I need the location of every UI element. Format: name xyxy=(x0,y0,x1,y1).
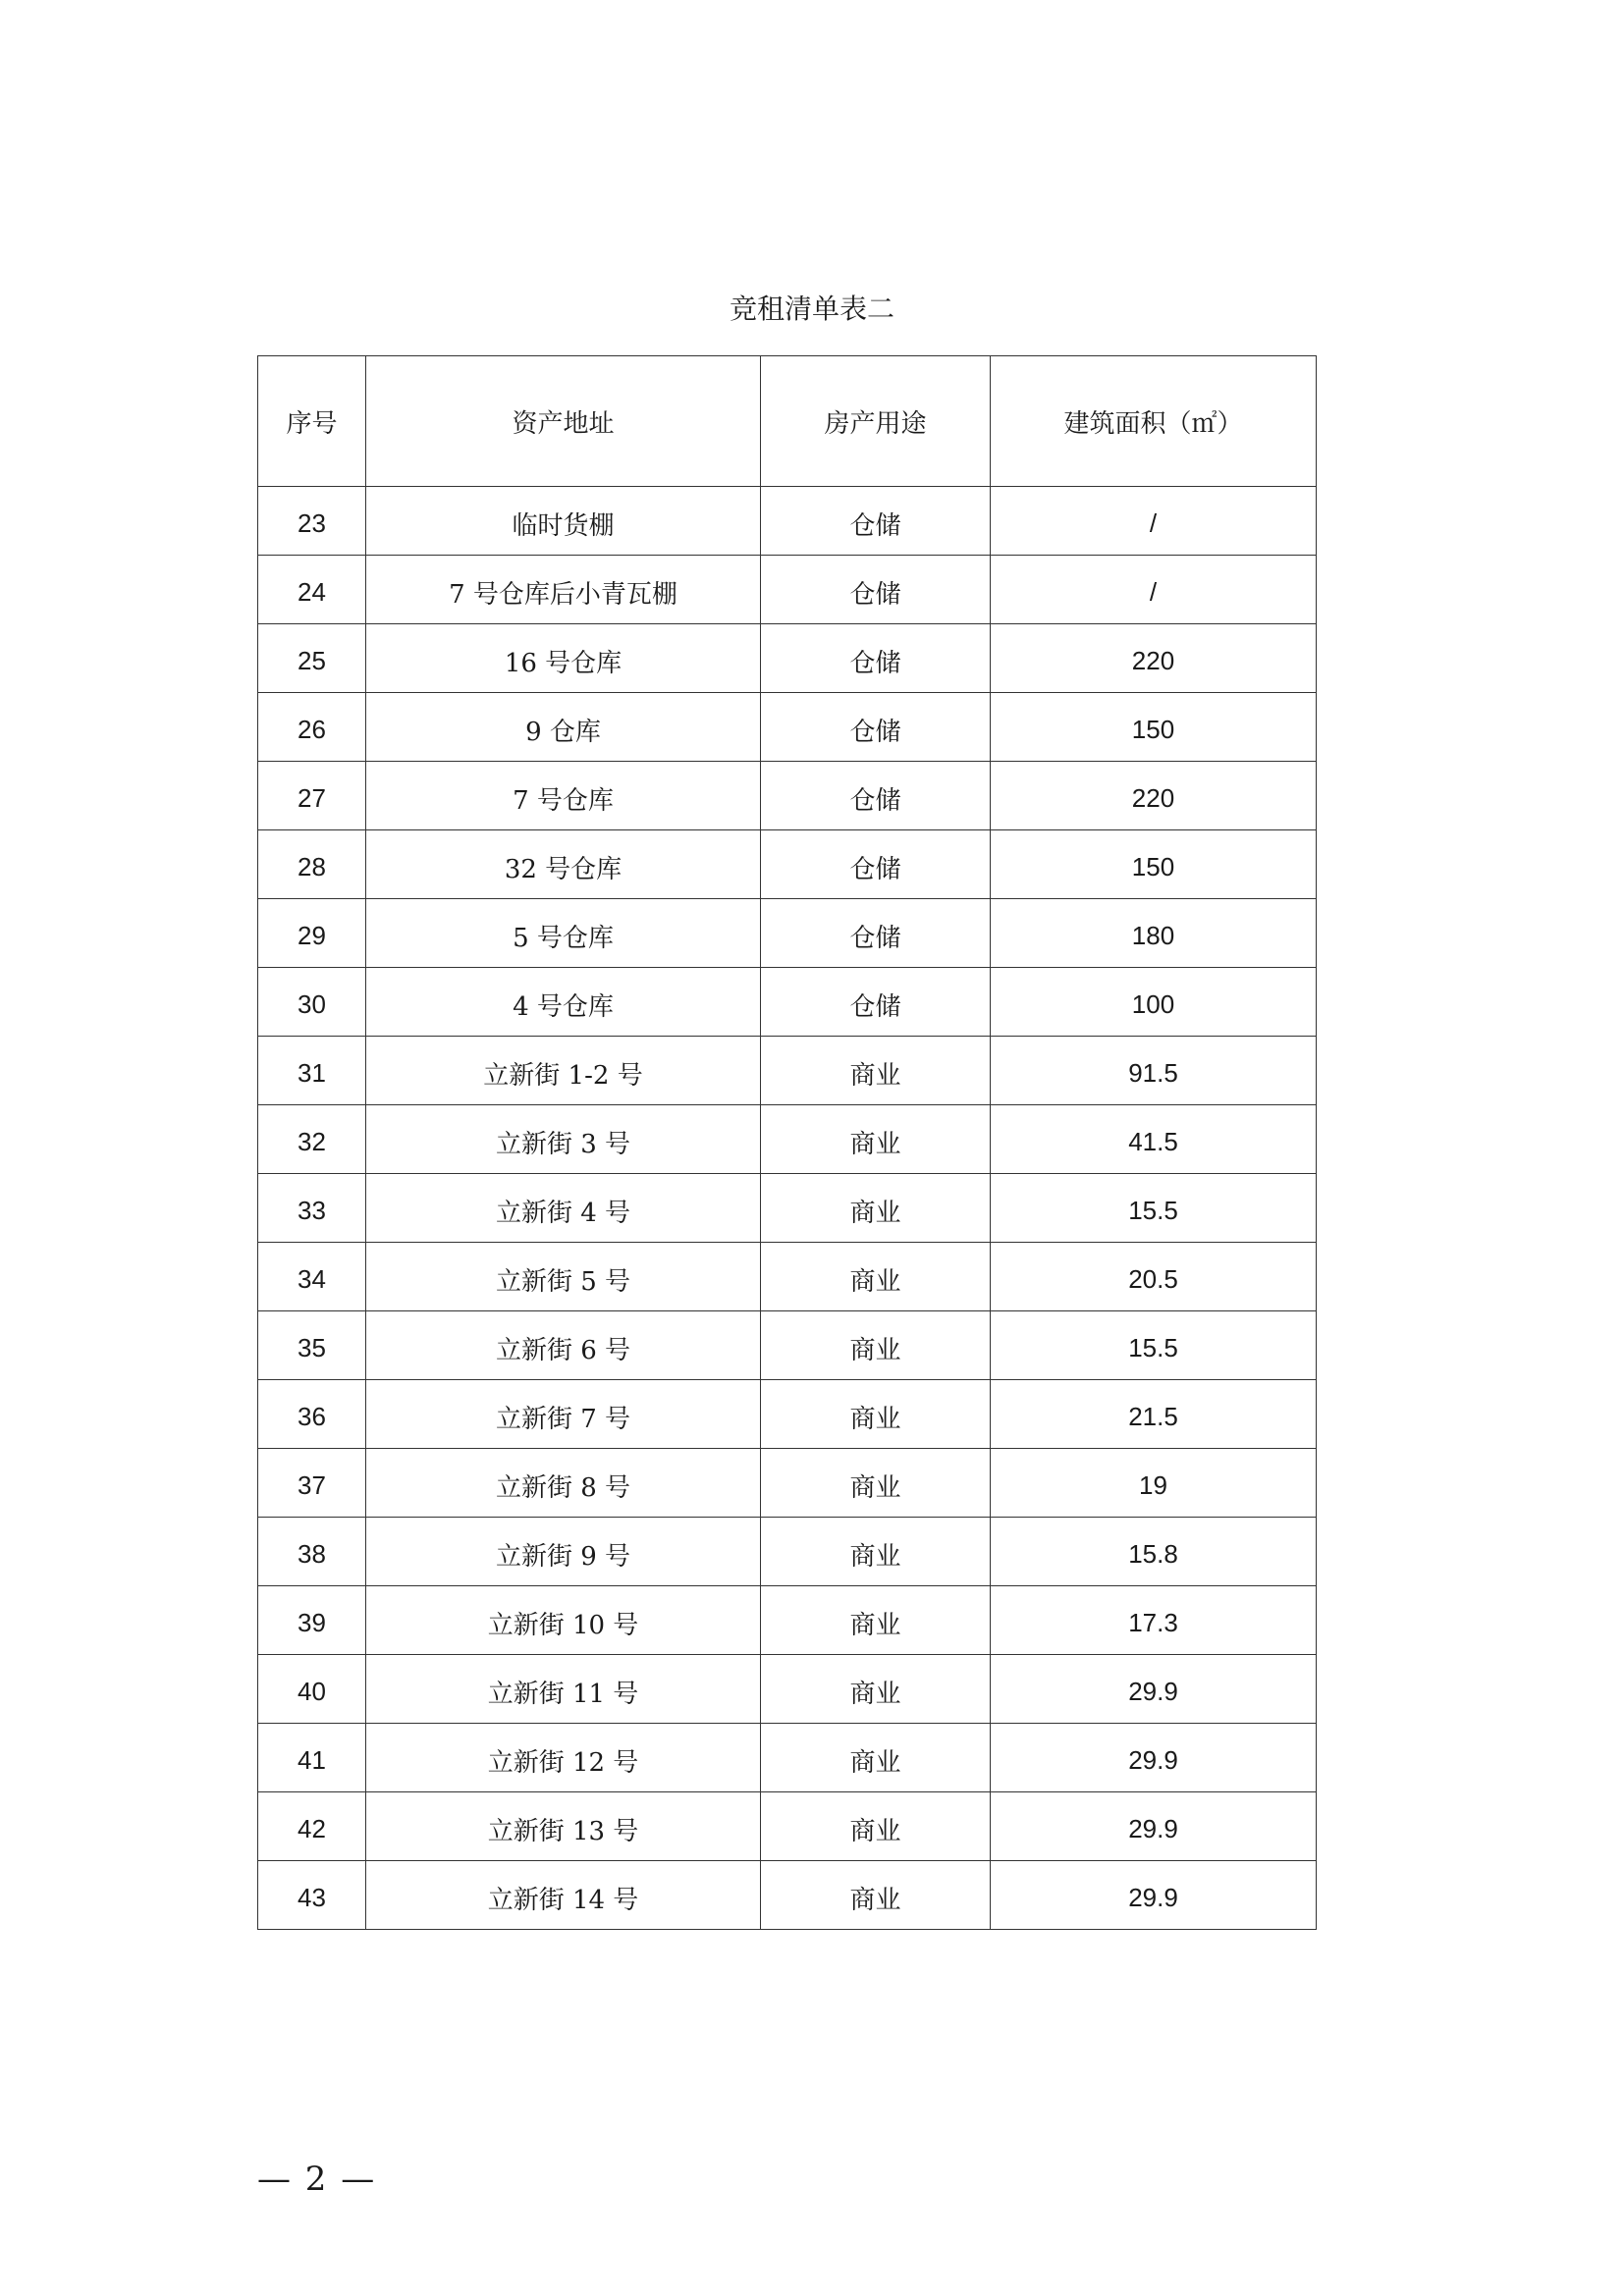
cell-area: 91.5 xyxy=(991,1037,1317,1105)
cell-area: 150 xyxy=(991,693,1317,762)
cell-address: 4 号仓库 xyxy=(366,968,761,1037)
cell-use: 仓储 xyxy=(761,899,991,968)
cell-area: 15.8 xyxy=(991,1518,1317,1586)
cell-address: 16 号仓库 xyxy=(366,624,761,693)
cell-area: 220 xyxy=(991,762,1317,830)
table-row xyxy=(258,1518,1317,1586)
table-row xyxy=(258,1174,1317,1243)
cell-address: 立新街 6 号 xyxy=(366,1311,761,1380)
cell-seq: 38 xyxy=(258,1518,366,1586)
cell-seq: 36 xyxy=(258,1380,366,1449)
cell-use: 商业 xyxy=(761,1792,991,1861)
cell-use: 商业 xyxy=(761,1518,991,1586)
header-seq: 序号 xyxy=(258,356,366,487)
table-row xyxy=(258,693,1317,762)
cell-use: 商业 xyxy=(761,1586,991,1655)
cell-seq: 39 xyxy=(258,1586,366,1655)
cell-address: 立新街 12 号 xyxy=(366,1724,761,1792)
cell-address: 立新街 7 号 xyxy=(366,1380,761,1449)
cell-seq: 27 xyxy=(258,762,366,830)
cell-area: 150 xyxy=(991,830,1317,899)
table-row xyxy=(258,968,1317,1037)
cell-area: 220 xyxy=(991,624,1317,693)
table-row xyxy=(258,1449,1317,1518)
table-row xyxy=(258,487,1317,556)
cell-area: 17.3 xyxy=(991,1586,1317,1655)
cell-address: 立新街 1-2 号 xyxy=(366,1037,761,1105)
cell-address: 立新街 4 号 xyxy=(366,1174,761,1243)
table-row xyxy=(258,556,1317,624)
cell-use: 商业 xyxy=(761,1311,991,1380)
cell-area: 21.5 xyxy=(991,1380,1317,1449)
header-use: 房产用途 xyxy=(761,356,991,487)
cell-seq: 29 xyxy=(258,899,366,968)
cell-use: 仓储 xyxy=(761,487,991,556)
cell-seq: 41 xyxy=(258,1724,366,1792)
cell-area: / xyxy=(991,487,1317,556)
table-title: 竞租清单表二 xyxy=(729,293,894,325)
cell-seq: 30 xyxy=(258,968,366,1037)
cell-address: 立新街 13 号 xyxy=(366,1792,761,1861)
cell-seq: 35 xyxy=(258,1311,366,1380)
cell-address: 立新街 14 号 xyxy=(366,1861,761,1930)
table-header-row xyxy=(258,356,1317,487)
cell-address: 立新街 9 号 xyxy=(366,1518,761,1586)
cell-area: 20.5 xyxy=(991,1243,1317,1311)
table-row xyxy=(258,1105,1317,1174)
table-row xyxy=(258,899,1317,968)
cell-area: 29.9 xyxy=(991,1792,1317,1861)
table-row xyxy=(258,830,1317,899)
cell-use: 商业 xyxy=(761,1243,991,1311)
cell-seq: 34 xyxy=(258,1243,366,1311)
cell-area: 15.5 xyxy=(991,1174,1317,1243)
cell-use: 商业 xyxy=(761,1105,991,1174)
cell-area: / xyxy=(991,556,1317,624)
cell-seq: 31 xyxy=(258,1037,366,1105)
cell-use: 商业 xyxy=(761,1655,991,1724)
cell-use: 仓储 xyxy=(761,830,991,899)
header-area: 建筑面积（㎡） xyxy=(991,356,1317,487)
cell-address: 9 仓库 xyxy=(366,693,761,762)
cell-use: 仓储 xyxy=(761,762,991,830)
cell-address: 立新街 11 号 xyxy=(366,1655,761,1724)
cell-use: 仓储 xyxy=(761,968,991,1037)
cell-address: 7 号仓库 xyxy=(366,762,761,830)
cell-address: 立新街 10 号 xyxy=(366,1586,761,1655)
table-body xyxy=(258,487,1317,1930)
cell-area: 19 xyxy=(991,1449,1317,1518)
cell-use: 商业 xyxy=(761,1037,991,1105)
cell-use: 仓储 xyxy=(761,624,991,693)
cell-seq: 42 xyxy=(258,1792,366,1861)
table-row xyxy=(258,1861,1317,1930)
cell-use: 商业 xyxy=(761,1174,991,1243)
table-row xyxy=(258,762,1317,830)
table-row xyxy=(258,1311,1317,1380)
table-row xyxy=(258,624,1317,693)
cell-address: 32 号仓库 xyxy=(366,830,761,899)
cell-address: 立新街 3 号 xyxy=(366,1105,761,1174)
cell-address: 临时货棚 xyxy=(366,487,761,556)
cell-seq: 23 xyxy=(258,487,366,556)
cell-seq: 32 xyxy=(258,1105,366,1174)
table-row xyxy=(258,1792,1317,1861)
cell-area: 100 xyxy=(991,968,1317,1037)
table-row xyxy=(258,1243,1317,1311)
cell-area: 29.9 xyxy=(991,1861,1317,1930)
cell-use: 商业 xyxy=(761,1724,991,1792)
cell-area: 180 xyxy=(991,899,1317,968)
cell-address: 立新街 5 号 xyxy=(366,1243,761,1311)
cell-seq: 43 xyxy=(258,1861,366,1930)
table-row xyxy=(258,1380,1317,1449)
cell-seq: 28 xyxy=(258,830,366,899)
cell-seq: 25 xyxy=(258,624,366,693)
cell-seq: 24 xyxy=(258,556,366,624)
cell-area: 29.9 xyxy=(991,1724,1317,1792)
cell-seq: 26 xyxy=(258,693,366,762)
page-number: — 2 — xyxy=(257,2160,377,2199)
cell-seq: 33 xyxy=(258,1174,366,1243)
table-row xyxy=(258,1586,1317,1655)
cell-address: 7 号仓库后小青瓦棚 xyxy=(366,556,761,624)
cell-use: 商业 xyxy=(761,1861,991,1930)
rental-list-table xyxy=(257,355,1317,1930)
cell-seq: 40 xyxy=(258,1655,366,1724)
cell-use: 商业 xyxy=(761,1449,991,1518)
cell-area: 41.5 xyxy=(991,1105,1317,1174)
cell-area: 29.9 xyxy=(991,1655,1317,1724)
cell-area: 15.5 xyxy=(991,1311,1317,1380)
cell-use: 仓储 xyxy=(761,693,991,762)
cell-use: 仓储 xyxy=(761,556,991,624)
header-address: 资产地址 xyxy=(366,356,761,487)
cell-use: 商业 xyxy=(761,1380,991,1449)
cell-seq: 37 xyxy=(258,1449,366,1518)
cell-address: 5 号仓库 xyxy=(366,899,761,968)
table-row xyxy=(258,1724,1317,1792)
table-row xyxy=(258,1037,1317,1105)
cell-address: 立新街 8 号 xyxy=(366,1449,761,1518)
table-row xyxy=(258,1655,1317,1724)
